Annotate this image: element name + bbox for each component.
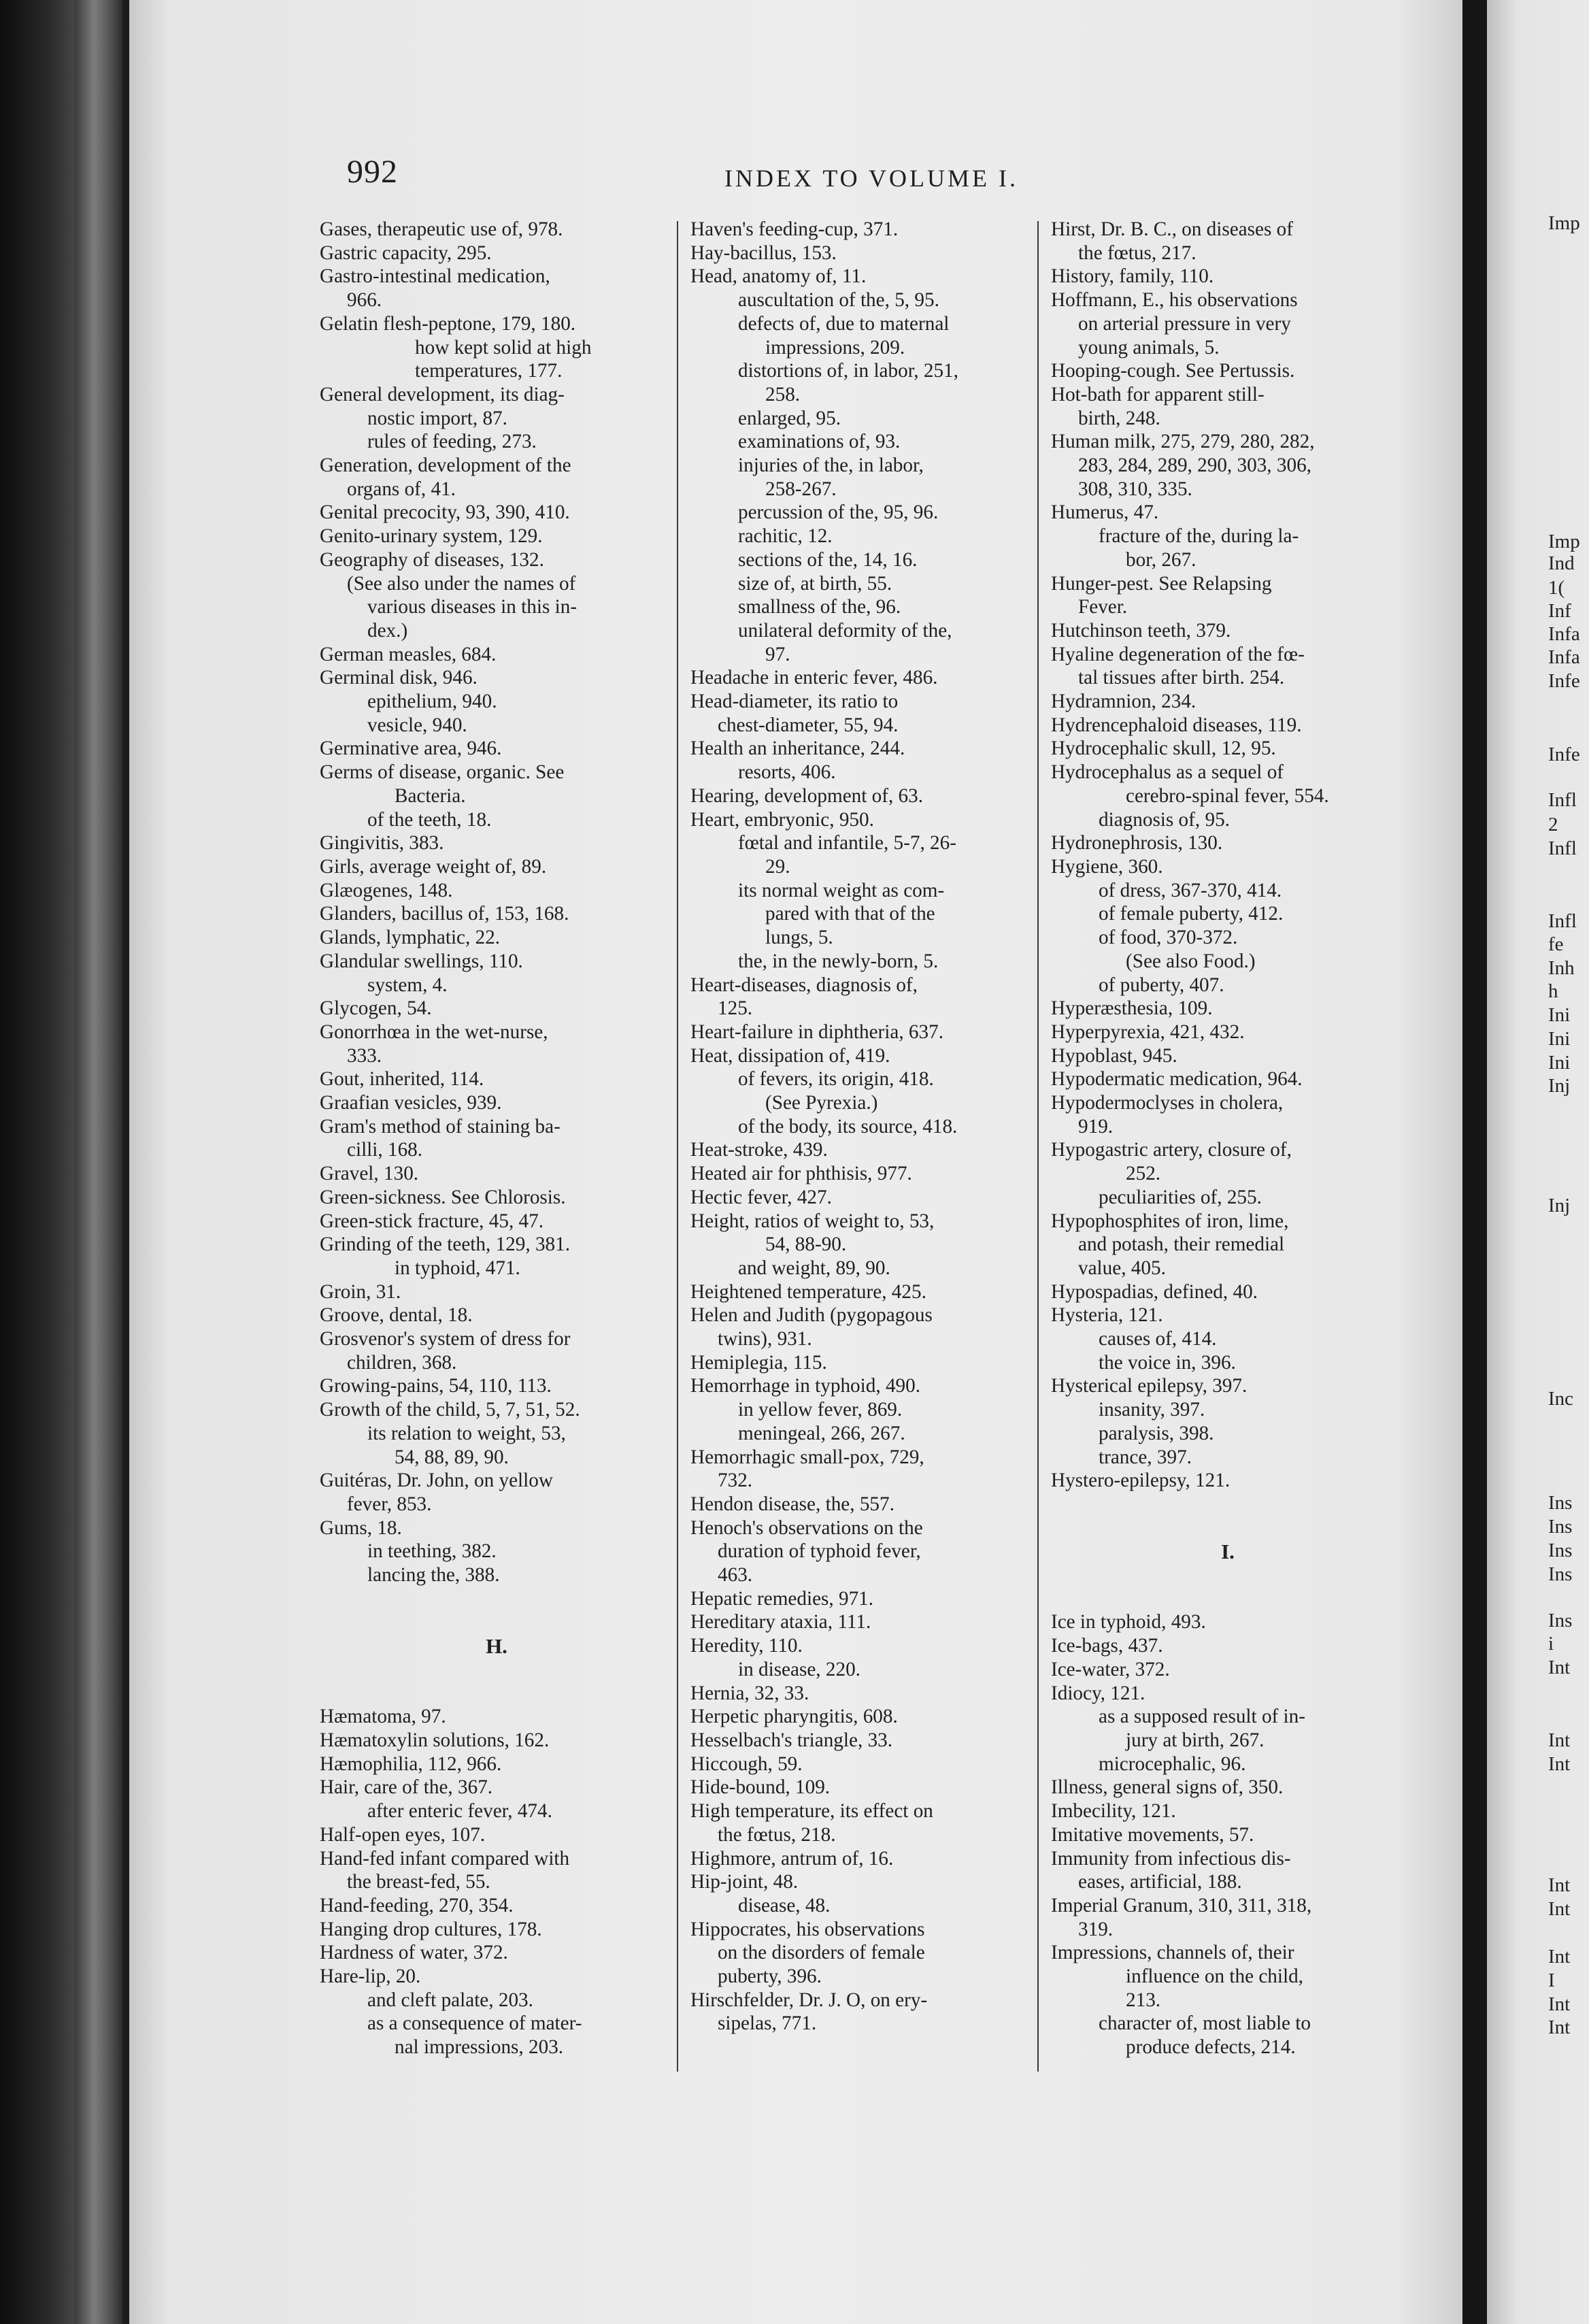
- index-subentry: of the body, its source, 418.: [738, 1115, 958, 1138]
- index-entry: Germinative area, 946.: [320, 737, 502, 760]
- index-subentry: system, 4.: [367, 974, 448, 996]
- index-entry: Hydramnion, 234.: [1051, 691, 1197, 713]
- facing-page-fragment: Infl: [1548, 837, 1577, 859]
- facing-page-fragment: Ins: [1548, 1563, 1573, 1585]
- index-entry: General development, its diag-: [320, 383, 565, 405]
- index-entry: Hendon disease, the, 557.: [690, 1493, 894, 1515]
- index-subentry: as a consequence of mater-: [367, 2012, 582, 2035]
- index-subentry: 29.: [765, 855, 790, 878]
- index-column-1: [320, 218, 673, 2059]
- index-subentry: the, in the newly-born, 5.: [738, 950, 939, 972]
- index-subentry: the fœtus, 217.: [1078, 242, 1197, 264]
- facing-page-fragment: Infl: [1548, 910, 1577, 932]
- index-entry: Heart, embryonic, 950.: [690, 808, 874, 831]
- index-entry: Hypodermatic medication, 964.: [1051, 1068, 1303, 1091]
- index-entry: Groove, dental, 18.: [320, 1304, 473, 1327]
- index-subentry: young animals, 5.: [1078, 336, 1220, 359]
- index-subentry: the breast-fed, 55.: [347, 1871, 490, 1893]
- index-subentry: of the teeth, 18.: [367, 808, 492, 831]
- index-subentry: 319.: [1078, 1918, 1114, 1940]
- index-entry: Helen and Judith (pygopagous: [690, 1304, 933, 1327]
- index-entry: Health an inheritance, 244.: [690, 737, 905, 760]
- index-subentry: 125.: [718, 997, 753, 1020]
- facing-page-fragment: Ini: [1548, 1028, 1571, 1050]
- index-entry: Hypophosphites of iron, lime,: [1051, 1210, 1289, 1232]
- index-entry: Idiocy, 121.: [1051, 1682, 1145, 1704]
- index-subentry: rachitic, 12.: [738, 525, 833, 548]
- index-subentry: size of, at birth, 55.: [738, 572, 892, 595]
- index-entry: Gram's method of staining ba-: [320, 1115, 561, 1138]
- index-subentry: pared with that of the: [765, 903, 935, 925]
- index-entry: Growing-pains, 54, 110, 113.: [320, 1375, 552, 1397]
- index-subentry: rules of feeding, 273.: [367, 431, 537, 453]
- index-subentry: cilli, 168.: [347, 1139, 423, 1161]
- index-entry: Hoffmann, E., his observations: [1051, 289, 1298, 312]
- index-entry: Heredity, 110.: [690, 1635, 803, 1657]
- index-subentry: duration of typhoid fever,: [718, 1540, 921, 1563]
- facing-page-fragment: 1(: [1548, 577, 1565, 599]
- index-subentry: various diseases in this in-: [367, 596, 578, 618]
- index-entry: Hippocrates, his observations: [690, 1918, 925, 1940]
- index-subentry: (See also Food.): [1126, 950, 1256, 972]
- index-subentry: Fever.: [1078, 596, 1128, 618]
- index-subentry: character of, most liable to: [1099, 2012, 1311, 2035]
- index-subentry: injuries of the, in labor,: [738, 454, 924, 477]
- index-entry: Hernia, 32, 33.: [690, 1682, 809, 1704]
- index-subentry: in yellow fever, 869.: [738, 1399, 903, 1421]
- index-entry: Hepatic remedies, 971.: [690, 1587, 874, 1610]
- index-subentry: (See also under the names of: [347, 572, 576, 595]
- index-subentry: lungs, 5.: [765, 927, 833, 949]
- index-entry: Hare-lip, 20.: [320, 1965, 421, 1988]
- index-entry: Gout, inherited, 114.: [320, 1068, 484, 1091]
- index-entry: Human milk, 275, 279, 280, 282,: [1051, 431, 1315, 453]
- index-entry: Hemorrhagic small-pox, 729,: [690, 1446, 924, 1468]
- index-entry: Gingivitis, 383.: [320, 832, 444, 854]
- page-header: [347, 153, 1408, 201]
- index-subentry: nostic import, 87.: [367, 407, 507, 429]
- index-entry: Hypodermoclyses in cholera,: [1051, 1092, 1284, 1114]
- index-entry: Genital precocity, 93, 390, 410.: [320, 501, 570, 524]
- index-entry: Hyperpyrexia, 421, 432.: [1051, 1020, 1245, 1043]
- index-subentry: 213.: [1126, 1989, 1161, 2011]
- index-entry: Hirschfelder, Dr. J. O, on ery-: [690, 1989, 928, 2011]
- index-entry: Hydronephrosis, 130.: [1051, 832, 1223, 854]
- index-entry: Imperial Granum, 310, 311, 318,: [1051, 1894, 1312, 1916]
- index-entry: Groin, 31.: [320, 1280, 401, 1303]
- index-subentry: eases, artificial, 188.: [1078, 1871, 1242, 1893]
- index-subentry: influence on the child,: [1126, 1965, 1303, 1988]
- index-subentry: vesicle, 940.: [367, 714, 467, 736]
- index-subentry: of fevers, its origin, 418.: [738, 1068, 934, 1091]
- index-entry: Imitative movements, 57.: [1051, 1823, 1254, 1846]
- facing-page-fragment: Inh: [1548, 957, 1575, 979]
- index-entry: Glands, lymphatic, 22.: [320, 927, 501, 949]
- index-entry: Hyaline degeneration of the fœ-: [1051, 643, 1305, 665]
- index-subentry: peculiarities of, 255.: [1099, 1186, 1262, 1208]
- index-entry: Glycogen, 54.: [320, 997, 432, 1020]
- index-entry: Hutchinson teeth, 379.: [1051, 619, 1231, 642]
- index-subentry: puberty, 396.: [718, 1965, 822, 1988]
- index-subentry: dex.): [367, 619, 408, 642]
- index-entry: Imbecility, 121.: [1051, 1800, 1176, 1823]
- index-subentry: diagnosis of, 95.: [1099, 808, 1230, 831]
- index-entry: Glanders, bacillus of, 153, 168.: [320, 903, 569, 925]
- index-subentry: how kept solid at high: [415, 336, 592, 359]
- index-subentry: 333.: [347, 1044, 382, 1067]
- index-entry: German measles, 684.: [320, 643, 497, 665]
- index-entry: Grinding of the teeth, 129, 381.: [320, 1233, 571, 1256]
- running-head: INDEX TO VOLUME I.: [724, 165, 1018, 192]
- index-subentry: defects of, due to maternal: [738, 312, 950, 335]
- index-entry: Graafian vesicles, 939.: [320, 1092, 502, 1114]
- index-entry: Head, anatomy of, 11.: [690, 265, 867, 288]
- index-subentry: on arterial pressure in very: [1078, 312, 1291, 335]
- facing-page-fragment: i: [1548, 1633, 1554, 1655]
- index-entry: Humerus, 47.: [1051, 501, 1159, 524]
- index-subentry: of female puberty, 412.: [1099, 903, 1284, 925]
- index-entry: Germinal disk, 946.: [320, 667, 478, 689]
- index-entry: Gastric capacity, 295.: [320, 242, 492, 264]
- index-entry: Hydrocephalic skull, 12, 95.: [1051, 737, 1276, 760]
- index-subentry: nal impressions, 203.: [395, 2036, 564, 2059]
- facing-page-fragment: Inj: [1548, 1075, 1571, 1097]
- index-entry: Heat, dissipation of, 419.: [690, 1044, 890, 1067]
- index-entry: Gelatin flesh-peptone, 179, 180.: [320, 312, 576, 335]
- index-entry: Girls, average weight of, 89.: [320, 855, 547, 878]
- facing-page-fragment: Imp: [1548, 531, 1580, 552]
- index-entry: Hemiplegia, 115.: [690, 1351, 827, 1374]
- index-subentry: after enteric fever, 474.: [367, 1800, 552, 1823]
- index-subentry: 919.: [1078, 1115, 1114, 1138]
- index-subentry: 732.: [718, 1470, 753, 1492]
- index-entry: Half-open eyes, 107.: [320, 1823, 486, 1846]
- page-number: 992: [347, 154, 398, 190]
- facing-page-fragment: Infe: [1548, 670, 1580, 692]
- column-rule: [677, 221, 678, 2072]
- facing-page-fragment: h: [1548, 980, 1558, 1002]
- index-entry: Head-diameter, its ratio to: [690, 691, 899, 713]
- index-subentry: in disease, 220.: [738, 1658, 860, 1680]
- index-entry: Hypospadias, defined, 40.: [1051, 1280, 1258, 1303]
- index-entry: Hot-bath for apparent still-: [1051, 383, 1265, 405]
- index-subentry: paralysis, 398.: [1099, 1422, 1214, 1444]
- index-entry: Henoch's observations on the: [690, 1516, 923, 1539]
- index-subentry: as a supposed result of in-: [1099, 1706, 1305, 1728]
- index-entry: Guitéras, Dr. John, on yellow: [320, 1470, 553, 1492]
- index-subentry: cerebro-spinal fever, 554.: [1126, 784, 1329, 807]
- index-subentry: bor, 267.: [1126, 548, 1197, 571]
- index-subentry: produce defects, 214.: [1126, 2036, 1296, 2059]
- index-entry: Grosvenor's system of dress for: [320, 1328, 571, 1350]
- index-column-3: [1051, 218, 1405, 2059]
- index-entry: History, family, 110.: [1051, 265, 1214, 288]
- index-subentry: 283, 284, 289, 290, 303, 306,: [1078, 454, 1311, 477]
- index-subentry: disease, 48.: [738, 1894, 831, 1916]
- index-subentry: and weight, 89, 90.: [738, 1257, 890, 1279]
- index-subentry: organs of, 41.: [347, 478, 456, 500]
- index-entry: Immunity from infectious dis-: [1051, 1847, 1291, 1870]
- index-entry: Hay-bacillus, 153.: [690, 242, 837, 264]
- index-subentry: of food, 370-372.: [1099, 927, 1238, 949]
- index-entry: Hand-fed infant compared with: [320, 1847, 570, 1870]
- index-subentry: the fœtus, 218.: [718, 1823, 836, 1846]
- index-entry: Gonorrhœa in the wet-nurse,: [320, 1020, 548, 1043]
- facing-page-fragment: Infa: [1548, 623, 1580, 645]
- index-entry: Hectic fever, 427.: [690, 1186, 832, 1208]
- facing-page-fragment: Int: [1548, 1657, 1571, 1678]
- index-entry: Hysteria, 121.: [1051, 1304, 1163, 1327]
- facing-page-fragment: Int: [1548, 1753, 1571, 1775]
- index-entry: Hypoblast, 945.: [1051, 1044, 1177, 1067]
- index-entry: Highmore, antrum of, 16.: [690, 1847, 894, 1870]
- facing-page-fragment: Ins: [1548, 1516, 1573, 1538]
- index-entry: Ice-water, 372.: [1051, 1658, 1170, 1680]
- index-subentry: 308, 310, 335.: [1078, 478, 1192, 500]
- index-entry: Height, ratios of weight to, 53,: [690, 1210, 935, 1232]
- index-entry: Hesselbach's triangle, 33.: [690, 1729, 893, 1751]
- index-entry: Hiccough, 59.: [690, 1753, 803, 1775]
- index-subentry: distortions of, in labor, 251,: [738, 360, 958, 382]
- index-subentry: birth, 248.: [1078, 407, 1160, 429]
- index-entry: Growth of the child, 5, 7, 51, 52.: [320, 1399, 580, 1421]
- index-subentry: percussion of the, 95, 96.: [738, 501, 939, 524]
- index-entry: Ice-bags, 437.: [1051, 1635, 1163, 1657]
- index-entry: Hæmatoma, 97.: [320, 1706, 446, 1728]
- facing-page-fragment: Int: [1548, 2016, 1571, 2038]
- index-subentry: meningeal, 266, 267.: [738, 1422, 905, 1444]
- index-entry: Hide-bound, 109.: [690, 1776, 831, 1799]
- index-entry: Gravel, 130.: [320, 1163, 419, 1185]
- index-entry: Hypogastric artery, closure of,: [1051, 1139, 1292, 1161]
- facing-page-fragment: I: [1548, 1970, 1555, 1991]
- facing-page-fragment: Inc: [1548, 1388, 1574, 1410]
- index-subentry: resorts, 406.: [738, 761, 836, 784]
- index-entry: Hair, care of the, 367.: [320, 1776, 493, 1799]
- index-entry: Glandular swellings, 110.: [320, 950, 523, 972]
- index-subentry: fœtal and infantile, 5-7, 26-: [738, 832, 956, 854]
- index-subentry: 966.: [347, 289, 382, 312]
- index-subentry: Bacteria.: [395, 784, 466, 807]
- facing-page-fragment: fe: [1548, 933, 1564, 955]
- index-subentry: auscultation of the, 5, 95.: [738, 289, 939, 312]
- index-subentry: children, 368.: [347, 1351, 457, 1374]
- facing-page-fragment: Int: [1548, 1946, 1571, 1968]
- index-entry: Gastro-intestinal medication,: [320, 265, 550, 288]
- index-entry: Hemorrhage in typhoid, 490.: [690, 1375, 921, 1397]
- index-entry: Green-sickness. See Chlorosis.: [320, 1186, 566, 1208]
- index-subentry: (See Pyrexia.): [765, 1092, 878, 1114]
- index-entry: Hydrencephaloid diseases, 119.: [1051, 714, 1302, 736]
- index-subentry: fever, 853.: [347, 1493, 432, 1515]
- index-entry: Hunger-pest. See Relapsing: [1051, 572, 1272, 595]
- index-entry: Ice in typhoid, 493.: [1051, 1611, 1206, 1633]
- index-subentry: its relation to weight, 53,: [367, 1422, 566, 1444]
- facing-page-fragment: 2: [1548, 814, 1558, 835]
- index-subentry: jury at birth, 267.: [1126, 1729, 1265, 1751]
- index-entry: Hip-joint, 48.: [690, 1871, 799, 1893]
- index-entry: Hysterical epilepsy, 397.: [1051, 1375, 1248, 1397]
- index-subentry: 54, 88, 89, 90.: [395, 1446, 509, 1468]
- index-entry: Hooping-cough. See Pertussis.: [1051, 360, 1295, 382]
- index-entry: Generation, development of the: [320, 454, 571, 477]
- index-entry: Hydrocephalus as a sequel of: [1051, 761, 1284, 784]
- index-subentry: impressions, 209.: [765, 336, 905, 359]
- spine-edge: [75, 0, 122, 2324]
- index-entry: Hygiene, 360.: [1051, 855, 1163, 878]
- index-subentry: trance, 397.: [1099, 1446, 1192, 1468]
- index-subentry: 463.: [718, 1564, 753, 1587]
- facing-page-fragment: Int: [1548, 1993, 1571, 2015]
- index-subentry: of puberty, 407.: [1099, 974, 1224, 996]
- book-spine: [0, 0, 143, 2324]
- index-subentry: value, 405.: [1078, 1257, 1166, 1279]
- index-entry: Hystero-epilepsy, 121.: [1051, 1470, 1231, 1492]
- index-subentry: and cleft palate, 203.: [367, 1989, 533, 2011]
- index-entry: Illness, general signs of, 350.: [1051, 1776, 1284, 1799]
- facing-page-fragment: Imp: [1548, 212, 1580, 234]
- index-subentry: fracture of the, during la-: [1099, 525, 1299, 548]
- index-entry: Geography of diseases, 132.: [320, 548, 544, 571]
- index-entry: Hæmatoxylin solutions, 162.: [320, 1729, 550, 1751]
- facing-page-fragment: Ind: [1548, 552, 1575, 574]
- index-subentry: of dress, 367-370, 414.: [1099, 879, 1282, 901]
- index-subentry: and potash, their remedial: [1078, 1233, 1285, 1256]
- section-letter: I.: [1221, 1539, 1235, 1563]
- index-subentry: in teething, 382.: [367, 1540, 497, 1563]
- facing-page-fragment: Ini: [1548, 1004, 1571, 1026]
- facing-page-fragment: Ins: [1548, 1610, 1573, 1631]
- facing-page-fragment: Ini: [1548, 1052, 1571, 1074]
- index-subentry: 54, 88-90.: [765, 1233, 847, 1256]
- index-subentry: sections of the, 14, 16.: [738, 548, 918, 571]
- index-entry: Herpetic pharyngitis, 608.: [690, 1706, 898, 1728]
- index-entry: Haven's feeding-cup, 371.: [690, 218, 899, 240]
- index-subentry: the voice in, 396.: [1099, 1351, 1236, 1374]
- index-entry: Hæmophilia, 112, 966.: [320, 1753, 502, 1775]
- index-entry: Gases, therapeutic use of, 978.: [320, 218, 563, 240]
- facing-page-fragment: Ins: [1548, 1492, 1573, 1514]
- index-entry: Green-stick fracture, 45, 47.: [320, 1210, 544, 1232]
- index-subentry: 258-267.: [765, 478, 837, 500]
- index-entry: Hanging drop cultures, 178.: [320, 1918, 542, 1940]
- facing-page-fragment: Infa: [1548, 646, 1580, 668]
- facing-page-fragment: Inj: [1548, 1195, 1571, 1216]
- page-gutter: [1462, 0, 1487, 2324]
- index-subentry: unilateral deformity of the,: [738, 619, 952, 642]
- index-subentry: lancing the, 388.: [367, 1564, 500, 1587]
- index-entry: Impressions, channels of, their: [1051, 1942, 1294, 1964]
- index-entry: Heart-failure in diphtheria, 637.: [690, 1020, 943, 1043]
- index-subentry: enlarged, 95.: [738, 407, 841, 429]
- index-column-2: [690, 218, 1044, 2036]
- index-subentry: smallness of the, 96.: [738, 596, 901, 618]
- facing-page-fragment: Infe: [1548, 744, 1580, 765]
- facing-page-fragment: Int: [1548, 1874, 1571, 1896]
- index-entry: Hirst, Dr. B. C., on diseases of: [1051, 218, 1293, 240]
- index-subentry: in typhoid, 471.: [395, 1257, 520, 1279]
- facing-page-fragment: Int: [1548, 1729, 1571, 1751]
- index-subentry: 97.: [765, 643, 790, 665]
- index-subentry: twins), 931.: [718, 1328, 812, 1350]
- index-subentry: temperatures, 177.: [415, 360, 563, 382]
- index-subentry: chest-diameter, 55, 94.: [718, 714, 899, 736]
- index-entry: Hereditary ataxia, 111.: [690, 1611, 871, 1633]
- index-entry: Glæogenes, 148.: [320, 879, 453, 901]
- facing-page-fragment: Ins: [1548, 1540, 1573, 1561]
- index-entry: Hearing, development of, 63.: [690, 784, 924, 807]
- index-entry: Hyperæsthesia, 109.: [1051, 997, 1213, 1020]
- index-entry: Heat-stroke, 439.: [690, 1139, 828, 1161]
- index-subentry: examinations of, 93.: [738, 431, 901, 453]
- index-entry: Heated air for phthisis, 977.: [690, 1163, 912, 1185]
- index-subentry: causes of, 414.: [1099, 1328, 1217, 1350]
- index-subentry: tal tissues after birth. 254.: [1078, 667, 1285, 689]
- index-entry: Headache in enteric fever, 486.: [690, 667, 938, 689]
- facing-page-edge: [1487, 0, 1589, 2324]
- index-subentry: epithelium, 940.: [367, 691, 497, 713]
- index-entry: High temperature, its effect on: [690, 1800, 933, 1823]
- index-subentry: microcephalic, 96.: [1099, 1753, 1246, 1775]
- index-subentry: its normal weight as com-: [738, 879, 945, 901]
- index-subentry: 252.: [1126, 1163, 1161, 1185]
- index-entry: Gums, 18.: [320, 1516, 402, 1539]
- facing-page-fragment: Int: [1548, 1898, 1571, 1920]
- index-entry: Genito-urinary system, 129.: [320, 525, 543, 548]
- facing-page-fragment: Infl: [1548, 789, 1577, 811]
- index-subentry: on the disorders of female: [718, 1942, 925, 1964]
- index-subentry: sipelas, 771.: [718, 2012, 817, 2035]
- index-entry: Heightened temperature, 425.: [690, 1280, 926, 1303]
- section-letter: H.: [486, 1633, 507, 1658]
- index-subentry: 258.: [765, 383, 801, 405]
- index-entry: Hardness of water, 372.: [320, 1942, 508, 1964]
- facing-page-fragment: Inf: [1548, 600, 1571, 622]
- index-entry: Germs of disease, organic. See: [320, 761, 565, 784]
- index-entry: Hand-feeding, 270, 354.: [320, 1894, 514, 1916]
- index-entry: Heart-diseases, diagnosis of,: [690, 974, 918, 996]
- index-subentry: insanity, 397.: [1099, 1399, 1205, 1421]
